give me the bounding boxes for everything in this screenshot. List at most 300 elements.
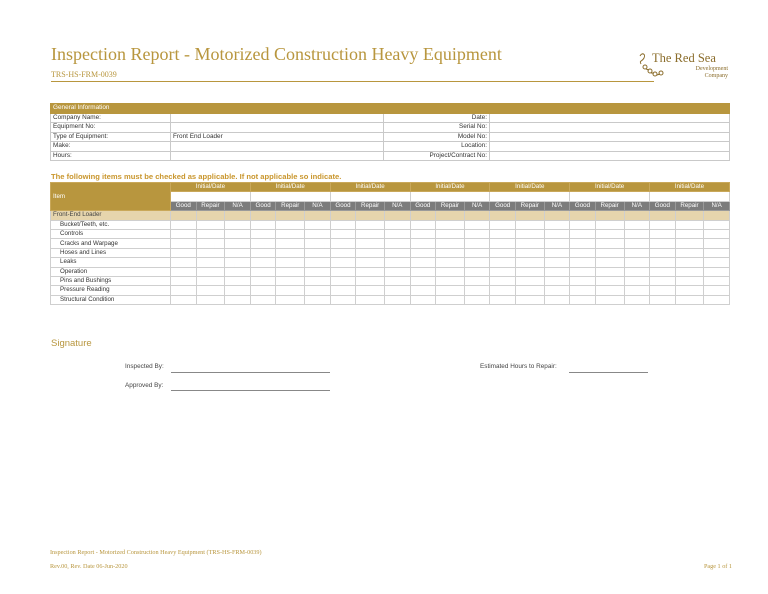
section-cell — [436, 211, 465, 220]
checklist-check-cell[interactable] — [225, 286, 251, 295]
item-column-header: Item — [51, 183, 171, 211]
checklist-check-cell[interactable] — [171, 229, 197, 238]
checklist-check-cell[interactable] — [305, 286, 331, 295]
field-label: Location: — [384, 142, 490, 152]
checklist-check-cell[interactable] — [515, 286, 544, 295]
field-label: Project/Contract No: — [384, 151, 490, 161]
checklist-check-cell[interactable] — [196, 248, 225, 257]
section-cell — [356, 211, 385, 220]
checklist-check-cell[interactable] — [384, 295, 410, 304]
checklist-check-cell[interactable] — [330, 258, 356, 267]
checklist-check-cell[interactable] — [595, 248, 624, 257]
checklist-item-label: Cracks and Warpage — [51, 239, 171, 248]
condition-column-header: N/A — [624, 201, 650, 210]
section-cell — [464, 211, 490, 220]
condition-column-header: Repair — [675, 201, 704, 210]
checklist-check-cell[interactable] — [436, 220, 465, 229]
section-cell — [490, 211, 516, 220]
checklist-check-cell[interactable] — [650, 239, 676, 248]
initial-date-entry[interactable] — [250, 192, 330, 201]
checklist-check-cell[interactable] — [410, 220, 436, 229]
checklist-check-cell[interactable] — [171, 295, 197, 304]
checklist-check-cell[interactable] — [305, 248, 331, 257]
condition-column-header: Good — [570, 201, 596, 210]
checklist-check-cell[interactable] — [595, 229, 624, 238]
checklist-check-cell[interactable] — [171, 258, 197, 267]
checklist-check-cell[interactable] — [356, 239, 385, 248]
checklist-check-cell[interactable] — [570, 229, 596, 238]
checklist-check-cell[interactable] — [250, 276, 276, 285]
checklist-check-cell[interactable] — [650, 267, 676, 276]
section-cell — [650, 211, 676, 220]
checklist-check-cell[interactable] — [650, 229, 676, 238]
checklist-check-cell[interactable] — [570, 276, 596, 285]
condition-column-header: Repair — [595, 201, 624, 210]
section-cell — [410, 211, 436, 220]
checklist-check-cell[interactable] — [356, 229, 385, 238]
checklist-check-cell[interactable] — [305, 267, 331, 276]
checklist-check-cell[interactable] — [330, 267, 356, 276]
section-row — [51, 211, 730, 220]
initial-date-entry[interactable] — [490, 192, 570, 201]
checklist-check-cell[interactable] — [225, 229, 251, 238]
section-cell — [384, 211, 410, 220]
checklist-check-cell[interactable] — [171, 286, 197, 295]
initial-date-header: Initial/Date — [330, 183, 410, 192]
checklist-check-cell[interactable] — [276, 267, 305, 276]
checklist-instruction: The following items must be checked as applicable. If not applicable so indicate. — [51, 172, 342, 181]
field-label: Serial No: — [384, 123, 490, 133]
estimated-hours-field[interactable] — [569, 372, 648, 373]
footer-document-title: Inspection Report - Motorized Construction Heavy Equipment (TRS-HS-FRM-0039) — [50, 549, 262, 556]
checklist-check-cell[interactable] — [544, 220, 570, 229]
checklist-check-cell[interactable] — [464, 239, 490, 248]
checklist-check-cell[interactable] — [436, 286, 465, 295]
section-cell — [171, 211, 197, 220]
initial-date-entry[interactable] — [650, 192, 730, 201]
checklist-check-cell[interactable] — [276, 229, 305, 238]
logo-name: The Red Sea — [652, 51, 716, 65]
checklist-check-cell[interactable] — [515, 220, 544, 229]
estimated-hours-label: Estimated Hours to Repair: — [480, 363, 557, 370]
checklist-check-cell[interactable] — [171, 267, 197, 276]
checklist-check-cell[interactable] — [624, 267, 650, 276]
checklist-check-cell[interactable] — [570, 258, 596, 267]
initial-date-entry[interactable] — [410, 192, 490, 201]
checklist-check-cell[interactable] — [196, 295, 225, 304]
report-title: Inspection Report - Motorized Construction Heavy Equipment — [51, 44, 502, 64]
checklist-check-cell[interactable] — [305, 276, 331, 285]
checklist-row — [51, 258, 730, 267]
checklist-check-cell[interactable] — [490, 258, 516, 267]
checklist-check-cell[interactable] — [330, 220, 356, 229]
checklist-check-cell[interactable] — [356, 248, 385, 257]
section-cell — [570, 211, 596, 220]
initial-date-header: Initial/Date — [570, 183, 650, 192]
checklist-check-cell[interactable] — [515, 229, 544, 238]
checklist-check-cell[interactable] — [675, 258, 704, 267]
checklist-check-cell[interactable] — [356, 258, 385, 267]
checklist-check-cell[interactable] — [250, 220, 276, 229]
field-label: Model No: — [384, 132, 490, 142]
checklist-check-cell[interactable] — [595, 220, 624, 229]
general-information-table — [50, 103, 730, 161]
checklist-check-cell[interactable] — [250, 258, 276, 267]
checklist-check-cell[interactable] — [464, 258, 490, 267]
checklist-check-cell[interactable] — [544, 229, 570, 238]
checklist-check-cell[interactable] — [490, 286, 516, 295]
section-cell — [276, 211, 305, 220]
checklist-check-cell[interactable] — [570, 248, 596, 257]
initial-date-entry[interactable] — [570, 192, 650, 201]
checklist-check-cell[interactable] — [704, 239, 730, 248]
field-value[interactable] — [490, 123, 730, 133]
footer-revision: Rev.00, Rev. Date 06-Jun-2020 — [50, 563, 128, 570]
checklist-check-cell[interactable] — [675, 295, 704, 304]
field-value[interactable] — [171, 123, 384, 133]
field-label: Type of Equipment: — [51, 132, 171, 142]
checklist-check-cell[interactable] — [384, 229, 410, 238]
checklist-check-cell[interactable] — [436, 267, 465, 276]
checklist-check-cell[interactable] — [330, 248, 356, 257]
checklist-check-cell[interactable] — [704, 267, 730, 276]
checklist-check-cell[interactable] — [675, 248, 704, 257]
checklist-check-cell[interactable] — [410, 258, 436, 267]
initial-date-entry[interactable] — [171, 192, 251, 201]
checklist-check-cell[interactable] — [384, 276, 410, 285]
condition-column-header: Good — [250, 201, 276, 210]
checklist-check-cell[interactable] — [225, 220, 251, 229]
checklist-check-cell[interactable] — [650, 295, 676, 304]
checklist-check-cell[interactable] — [704, 258, 730, 267]
checklist-check-cell[interactable] — [704, 229, 730, 238]
checklist-check-cell[interactable] — [410, 248, 436, 257]
checklist-check-cell[interactable] — [595, 267, 624, 276]
checklist-check-cell[interactable] — [595, 295, 624, 304]
checklist-check-cell[interactable] — [490, 239, 516, 248]
checklist-check-cell[interactable] — [250, 248, 276, 257]
section-cell — [330, 211, 356, 220]
approved-by-label: Approved By: — [125, 382, 164, 389]
section-cell — [225, 211, 251, 220]
condition-column-header: N/A — [704, 201, 730, 210]
checklist-check-cell[interactable] — [704, 248, 730, 257]
initial-date-header: Initial/Date — [650, 183, 730, 192]
checklist-row — [51, 295, 730, 304]
checklist-check-cell[interactable] — [330, 229, 356, 238]
checklist-check-cell[interactable] — [305, 239, 331, 248]
checklist-check-cell[interactable] — [410, 239, 436, 248]
checklist-check-cell[interactable] — [515, 239, 544, 248]
checklist-check-cell[interactable] — [704, 295, 730, 304]
checklist-check-cell[interactable] — [196, 286, 225, 295]
checklist-check-cell[interactable] — [544, 286, 570, 295]
checklist-item-label: Operation — [51, 267, 171, 276]
checklist-check-cell[interactable] — [570, 220, 596, 229]
checklist-check-cell[interactable] — [171, 239, 197, 248]
checklist-check-cell[interactable] — [464, 276, 490, 285]
checklist-check-cell[interactable] — [196, 276, 225, 285]
checklist-check-cell[interactable] — [624, 239, 650, 248]
initial-date-entry[interactable] — [330, 192, 410, 201]
checklist-check-cell[interactable] — [410, 286, 436, 295]
checklist-item-label: Hoses and Lines — [51, 248, 171, 257]
initial-date-header: Initial/Date — [410, 183, 490, 192]
checklist-check-cell[interactable] — [276, 276, 305, 285]
checklist-check-cell[interactable] — [650, 258, 676, 267]
checklist-check-cell[interactable] — [250, 229, 276, 238]
checklist-check-cell[interactable] — [276, 295, 305, 304]
condition-column-header: Repair — [196, 201, 225, 210]
condition-column-header: Good — [171, 201, 197, 210]
field-label: Date: — [384, 113, 490, 123]
checklist-check-cell[interactable] — [624, 295, 650, 304]
checklist-check-cell[interactable] — [624, 248, 650, 257]
checklist-check-cell[interactable] — [515, 295, 544, 304]
checklist-check-cell[interactable] — [595, 276, 624, 285]
checklist-check-cell[interactable] — [171, 276, 197, 285]
checklist-check-cell[interactable] — [330, 295, 356, 304]
checklist-check-cell[interactable] — [356, 267, 385, 276]
signature-heading: Signature — [51, 338, 92, 349]
checklist-item-label: Pressure Reading — [51, 286, 171, 295]
checklist-row — [51, 239, 730, 248]
checklist-check-cell[interactable] — [624, 258, 650, 267]
checklist-check-cell[interactable] — [436, 276, 465, 285]
condition-column-header: Good — [650, 201, 676, 210]
inspected-by-field[interactable] — [171, 372, 330, 373]
checklist-check-cell[interactable] — [384, 286, 410, 295]
checklist-check-cell[interactable] — [624, 220, 650, 229]
checklist-row — [51, 248, 730, 257]
checklist-check-cell[interactable] — [624, 286, 650, 295]
field-label: Equipment No: — [51, 123, 171, 133]
checklist-check-cell[interactable] — [624, 276, 650, 285]
checklist-check-cell[interactable] — [675, 286, 704, 295]
checklist-check-cell[interactable] — [276, 286, 305, 295]
checklist-check-cell[interactable] — [305, 220, 331, 229]
checklist-check-cell[interactable] — [544, 267, 570, 276]
checklist-check-cell[interactable] — [330, 286, 356, 295]
checklist-check-cell[interactable] — [436, 229, 465, 238]
checklist-check-cell[interactable] — [225, 248, 251, 257]
checklist-group-header-row — [51, 183, 730, 192]
checklist-check-cell[interactable] — [544, 295, 570, 304]
initial-date-header: Initial/Date — [250, 183, 330, 192]
checklist-check-cell[interactable] — [544, 258, 570, 267]
section-label: Front-End Loader — [51, 211, 171, 220]
checklist-check-cell[interactable] — [356, 286, 385, 295]
section-cell — [515, 211, 544, 220]
checklist-check-cell[interactable] — [276, 220, 305, 229]
checklist-check-cell[interactable] — [570, 239, 596, 248]
checklist-check-cell[interactable] — [305, 295, 331, 304]
checklist-check-cell[interactable] — [410, 276, 436, 285]
checklist-check-cell[interactable] — [276, 258, 305, 267]
checklist-check-cell[interactable] — [490, 276, 516, 285]
checklist-check-cell[interactable] — [704, 220, 730, 229]
approved-by-field[interactable] — [171, 390, 330, 391]
condition-column-header: N/A — [464, 201, 490, 210]
checklist-check-cell[interactable] — [356, 276, 385, 285]
checklist-row — [51, 276, 730, 285]
checklist-check-cell[interactable] — [356, 220, 385, 229]
checklist-check-cell[interactable] — [624, 229, 650, 238]
checklist-check-cell[interactable] — [464, 220, 490, 229]
section-cell — [675, 211, 704, 220]
checklist-check-cell[interactable] — [544, 248, 570, 257]
checklist-check-cell[interactable] — [276, 239, 305, 248]
field-value[interactable] — [490, 113, 730, 123]
checklist-check-cell[interactable] — [384, 220, 410, 229]
initial-date-header: Initial/Date — [490, 183, 570, 192]
checklist-check-cell[interactable] — [464, 229, 490, 238]
field-label: Make: — [51, 142, 171, 152]
condition-column-header: Repair — [515, 201, 544, 210]
checklist-check-cell[interactable] — [464, 267, 490, 276]
section-cell — [196, 211, 225, 220]
condition-column-header: Good — [490, 201, 516, 210]
checklist-check-cell[interactable] — [675, 239, 704, 248]
field-value[interactable]: Front End Loader — [171, 132, 384, 142]
checklist-check-cell[interactable] — [225, 295, 251, 304]
checklist-check-cell[interactable] — [544, 239, 570, 248]
checklist-check-cell[interactable] — [675, 229, 704, 238]
general-info-row — [51, 113, 730, 123]
checklist-check-cell[interactable] — [196, 220, 225, 229]
checklist-item-label: Leaks — [51, 258, 171, 267]
checklist-check-cell[interactable] — [464, 286, 490, 295]
checklist-check-cell[interactable] — [250, 286, 276, 295]
checklist-check-cell[interactable] — [410, 267, 436, 276]
checklist-check-cell[interactable] — [595, 258, 624, 267]
checklist-check-cell[interactable] — [225, 276, 251, 285]
checklist-check-cell[interactable] — [650, 248, 676, 257]
checklist-check-cell[interactable] — [225, 258, 251, 267]
checklist-check-cell[interactable] — [544, 276, 570, 285]
checklist-check-cell[interactable] — [384, 239, 410, 248]
checklist-check-cell[interactable] — [436, 239, 465, 248]
checklist-check-cell[interactable] — [675, 276, 704, 285]
footer-page-number: Page 1 of 1 — [703, 563, 732, 570]
general-info-row — [51, 151, 730, 161]
checklist-check-cell[interactable] — [490, 229, 516, 238]
field-value[interactable] — [490, 151, 730, 161]
field-value[interactable] — [171, 142, 384, 152]
checklist-check-cell[interactable] — [436, 258, 465, 267]
checklist-check-cell[interactable] — [515, 258, 544, 267]
checklist-check-cell[interactable] — [490, 248, 516, 257]
checklist-check-cell[interactable] — [675, 220, 704, 229]
checklist-check-cell[interactable] — [515, 267, 544, 276]
checklist-check-cell[interactable] — [171, 220, 197, 229]
checklist-row — [51, 286, 730, 295]
checklist-check-cell[interactable] — [250, 267, 276, 276]
checklist-check-cell[interactable] — [196, 258, 225, 267]
checklist-check-cell[interactable] — [464, 248, 490, 257]
checklist-check-cell[interactable] — [384, 267, 410, 276]
checklist-item-label: Controls — [51, 229, 171, 238]
checklist-check-cell[interactable] — [196, 229, 225, 238]
checklist-check-cell[interactable] — [595, 286, 624, 295]
title-divider — [51, 81, 654, 82]
checklist-check-cell[interactable] — [570, 267, 596, 276]
checklist-check-cell[interactable] — [196, 239, 225, 248]
field-value[interactable] — [171, 151, 384, 161]
inspected-by-label: Inspected By: — [125, 363, 164, 370]
field-label: Hours: — [51, 151, 171, 161]
general-info-row — [51, 142, 730, 152]
checklist-check-cell[interactable] — [225, 239, 251, 248]
field-value[interactable] — [171, 113, 384, 123]
section-cell — [624, 211, 650, 220]
general-information-heading: General Information — [51, 104, 730, 114]
checklist-check-cell[interactable] — [515, 276, 544, 285]
general-information-header-row — [51, 104, 730, 114]
checklist-check-cell[interactable] — [330, 276, 356, 285]
checklist-check-cell[interactable] — [570, 295, 596, 304]
checklist-check-cell[interactable] — [515, 248, 544, 257]
checklist-check-cell[interactable] — [330, 239, 356, 248]
section-cell — [305, 211, 331, 220]
logo-subtitle: Development — [695, 66, 728, 72]
checklist-check-cell[interactable] — [704, 286, 730, 295]
inspection-checklist-table — [50, 182, 730, 305]
checklist-check-cell[interactable] — [196, 267, 225, 276]
checklist-check-cell[interactable] — [464, 295, 490, 304]
checklist-row — [51, 267, 730, 276]
checklist-check-cell[interactable] — [276, 248, 305, 257]
logo-subtitle: Company — [704, 73, 728, 79]
field-value[interactable] — [490, 132, 730, 142]
checklist-check-cell[interactable] — [410, 229, 436, 238]
checklist-check-cell[interactable] — [490, 295, 516, 304]
condition-column-header: Good — [410, 201, 436, 210]
section-cell — [250, 211, 276, 220]
checklist-check-cell[interactable] — [250, 295, 276, 304]
field-value[interactable] — [490, 142, 730, 152]
checklist-check-cell[interactable] — [225, 267, 251, 276]
condition-column-header: Repair — [436, 201, 465, 210]
checklist-check-cell[interactable] — [650, 286, 676, 295]
section-cell — [704, 211, 730, 220]
form-code: TRS-HS-FRM-0039 — [51, 70, 117, 79]
checklist-check-cell[interactable] — [436, 295, 465, 304]
condition-column-header: N/A — [225, 201, 251, 210]
checklist-check-cell[interactable] — [356, 295, 385, 304]
checklist-check-cell[interactable] — [384, 258, 410, 267]
checklist-check-cell[interactable] — [650, 220, 676, 229]
checklist-check-cell[interactable] — [171, 248, 197, 257]
checklist-check-cell[interactable] — [384, 248, 410, 257]
checklist-check-cell[interactable] — [595, 239, 624, 248]
checklist-check-cell[interactable] — [704, 276, 730, 285]
checklist-check-cell[interactable] — [305, 258, 331, 267]
checklist-check-cell[interactable] — [570, 286, 596, 295]
checklist-check-cell[interactable] — [436, 248, 465, 257]
checklist-check-cell[interactable] — [490, 267, 516, 276]
checklist-check-cell[interactable] — [490, 220, 516, 229]
checklist-check-cell[interactable] — [410, 295, 436, 304]
checklist-item-label: Structural Condition — [51, 295, 171, 304]
condition-column-header: N/A — [544, 201, 570, 210]
checklist-check-cell[interactable] — [250, 239, 276, 248]
checklist-check-cell[interactable] — [305, 229, 331, 238]
checklist-check-cell[interactable] — [675, 267, 704, 276]
condition-column-header: Good — [330, 201, 356, 210]
checklist-check-cell[interactable] — [650, 276, 676, 285]
general-info-row — [51, 123, 730, 133]
